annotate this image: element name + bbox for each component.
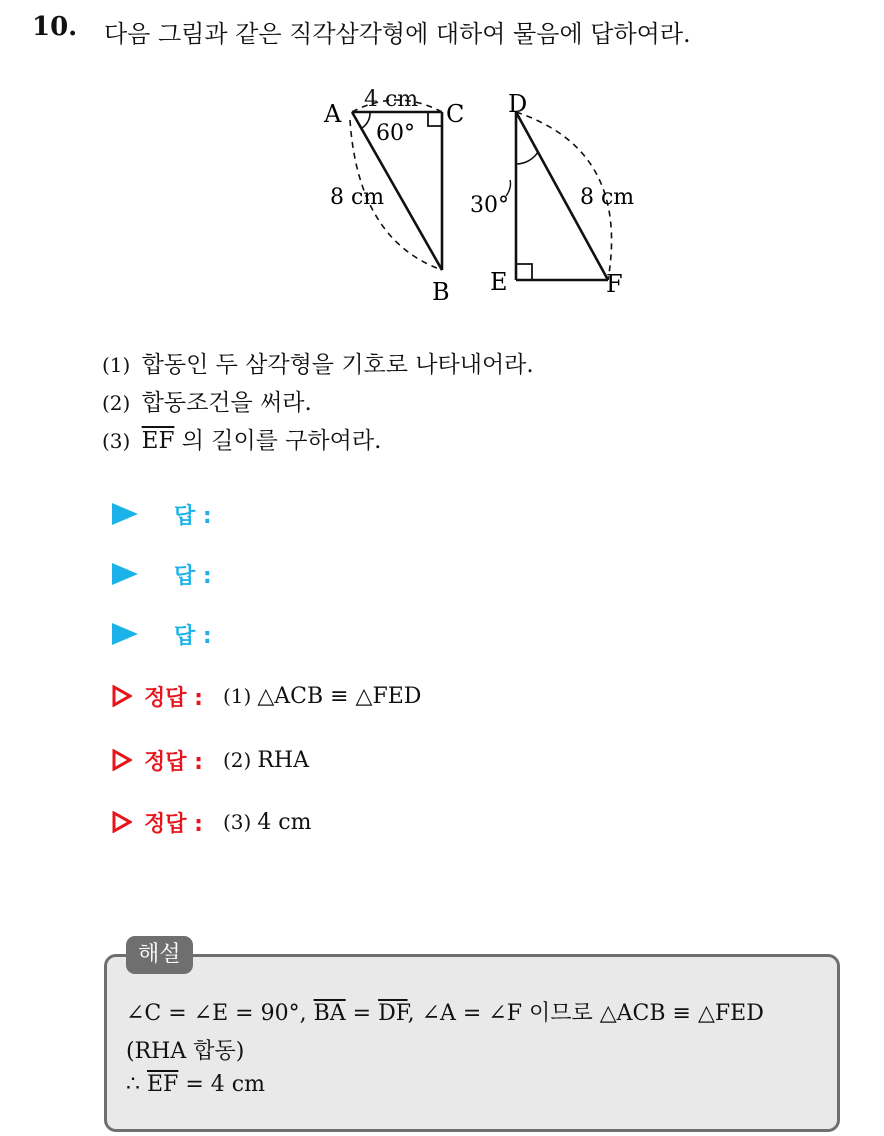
answer-row-2 <box>112 558 212 590</box>
explanation-line-2: (RHA 합동) <box>126 1039 245 1064</box>
label-f: F <box>606 270 623 298</box>
explanation-line-1 <box>126 996 764 1027</box>
explanation-line-3 <box>126 1072 265 1097</box>
outline-arrow-icon <box>112 749 132 771</box>
answer-label: 답 : <box>174 503 212 529</box>
sub-question-num: (2) <box>102 391 131 415</box>
answer-label: 답 : <box>174 623 212 649</box>
play-arrow-icon <box>112 563 138 585</box>
correct-label: 정답 : <box>144 749 203 775</box>
correct-answer-row-3 <box>112 806 312 838</box>
sub-question-2 <box>102 384 312 417</box>
label-e: E <box>490 268 508 296</box>
label-c: C <box>446 100 465 128</box>
answer-text: △ACB ≡ △FED <box>257 683 422 709</box>
label-30deg: 30° <box>470 193 509 218</box>
exp-result: = 4 cm <box>185 1072 265 1097</box>
sub-question-text: 합동조건을 써라. <box>141 390 312 416</box>
segment-ef-exp: $\overline{EF}$ <box>147 1072 179 1097</box>
answer-text: 4 cm <box>257 809 312 835</box>
correct-label: 정답 : <box>144 811 203 837</box>
triangle-figure <box>300 80 660 310</box>
answer-num: (2) <box>222 747 252 772</box>
exp-congruence-text: , ∠A = ∠F 이므로 △ACB ≡ △FED <box>407 1001 764 1026</box>
sub-question-3 <box>102 422 381 455</box>
outline-arrow-icon <box>112 811 132 833</box>
label-b: B <box>432 278 450 306</box>
sub-question-num: (3) <box>102 429 131 453</box>
label-8cm-right: 8 cm <box>580 185 635 210</box>
correct-answer-row-2 <box>112 744 309 776</box>
label-8cm-left: 8 cm <box>330 185 385 210</box>
answer-label: 답 : <box>174 563 212 589</box>
therefore-sign: ∴ <box>126 1072 140 1097</box>
label-a: A <box>324 100 342 128</box>
question-text: 다음 그림과 같은 직각삼각형에 대하여 물음에 답하여라. <box>104 20 691 48</box>
sub-question-text: 의 길이를 구하여라. <box>181 428 382 454</box>
label-60deg: 60° <box>376 121 415 146</box>
answer-num: (3) <box>222 809 252 834</box>
explanation-tag: 해설 <box>126 936 193 974</box>
correct-answer <box>223 748 309 773</box>
outline-arrow-icon <box>112 685 132 707</box>
equals-sign: = <box>352 1001 372 1026</box>
answer-row-3 <box>112 618 212 650</box>
answer-text: RHA <box>257 747 309 773</box>
play-arrow-icon <box>112 623 138 645</box>
question-number: 10. <box>32 12 78 42</box>
correct-label: 정답 : <box>144 685 203 711</box>
sub-question-text: 합동인 두 삼각형을 기호로 나타내어라. <box>141 352 534 378</box>
segment-ef: $\overline{EF}$ <box>141 428 175 454</box>
sub-question-1 <box>102 346 534 379</box>
answer-num: (1) <box>222 683 252 708</box>
label-4cm: 4 cm <box>364 87 419 112</box>
correct-answer <box>223 810 312 835</box>
play-arrow-icon <box>112 503 138 525</box>
answer-row-1 <box>112 498 212 530</box>
sub-question-num: (1) <box>102 353 131 377</box>
segment-df: $\overline{DF}$ <box>378 1001 408 1026</box>
segment-ba: $\overline{BA}$ <box>313 1001 346 1026</box>
label-d: D <box>508 90 528 118</box>
correct-answer <box>223 684 421 709</box>
correct-answer-row-1 <box>112 680 421 712</box>
exp-angle-text: ∠C = ∠E = 90°, <box>126 1001 307 1026</box>
